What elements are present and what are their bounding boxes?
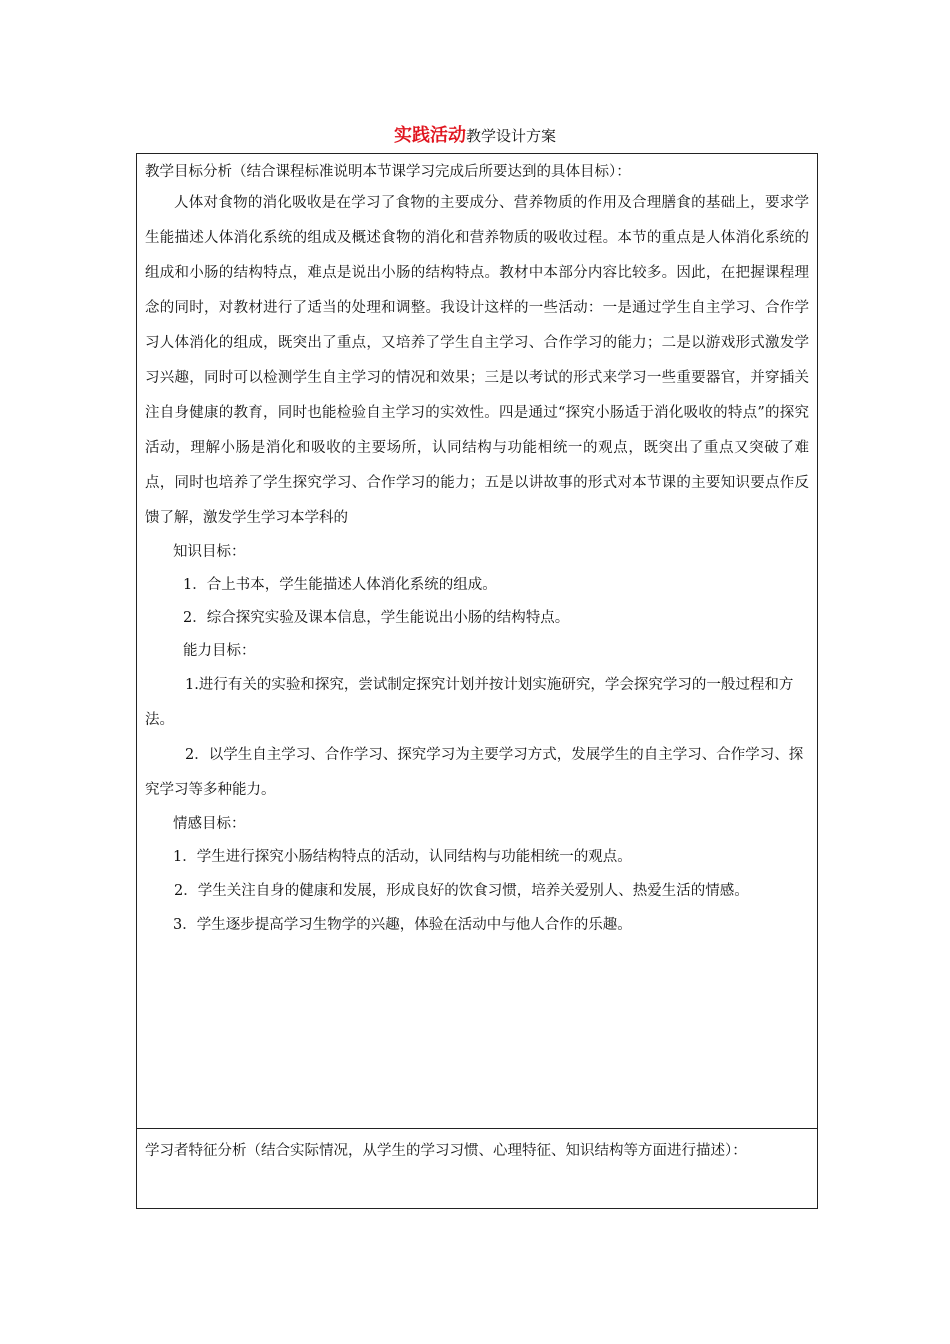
emotion-item-3: 3．学生逐步提高学习生物学的兴趣，体验在活动中与他人合作的乐趣。 bbox=[173, 917, 632, 933]
design-table bbox=[136, 153, 818, 1209]
title-rest: 教学设计方案 bbox=[465, 127, 556, 145]
ability-item-1: 1.进行有关的实验和探究，尝试制定探究计划并按计划实施研究，学会探究学习的一般过程和方法。 bbox=[145, 677, 794, 728]
knowledge-item-2: 2．综合探究实验及课本信息，学生能说出小肠的结构特点。 bbox=[183, 610, 570, 626]
objectives-intro: 人体对食物的消化吸收是在学习了食物的主要成分、营养物质的作用及合理膳食的基础上，要求学生能描述人体消化系统的组成及概述食物的消化和营养物质的吸收过程。本节的重点是人体消化系统的组成和小肠的结构特点，难点是说出小肠的结构特点。教材中本部分内容比较多。因此，在把握课程理念的同时，对教材进行了适当的处理和调整。我设计这样的一些活动：一是通过学生自主学习、合作学习人体消化的组成，既突出了重点，又培养了学生自主学习、合作学习的能力；二是以游戏形式激发学习兴趣，同时可以检测学生自主学习的情况和效果；三是以考试的形式来学习一些重要器官，并穿插关注自身健康的教育，同时也能检验自主学习的实效性。四是通过“探究小肠适于消化吸收的特点”的探究活动，理解小肠是消化和吸收的主要场所，认同结构与功能相统一的观点，既突出了重点又突破了难点，同时也培养了学生探究学习、合作学习的能力；五是以讲故事的形式对本节课的主要知识要点作反馈了解，激发学生学习本学科的 bbox=[145, 195, 809, 526]
ability-item-2: 2．以学生自主学习、合作学习、探究学习为主要学习方式，发展学生的自主学习、合作学习、探究学习等多种能力。 bbox=[145, 747, 804, 798]
emotion-item-1: 1．学生进行探究小肠结构特点的活动，认同结构与功能相统一的观点。 bbox=[173, 849, 632, 865]
document-title bbox=[0, 126, 950, 146]
learner-cell bbox=[137, 1129, 817, 1208]
emotion-title: 情感目标： bbox=[173, 816, 246, 832]
title-highlight: 实践活动 bbox=[393, 125, 466, 146]
emotion-item-2: 2．学生关注自身的健康和发展，形成良好的饮食习惯，培养关爱别人、热爱生活的情感。 bbox=[174, 883, 749, 899]
knowledge-title: 知识目标： bbox=[173, 544, 246, 560]
learner-heading: 学习者特征分析（结合实际情况，从学生的学习习惯、心理特征、知识结构等方面进行描述）： bbox=[145, 1143, 747, 1159]
knowledge-item-1: 1．合上书本，学生能描述人体消化系统的组成。 bbox=[183, 577, 497, 593]
ability-title: 能力目标： bbox=[183, 643, 256, 659]
objectives-heading: 教学目标分析（结合课程标准说明本节课学习完成后所要达到的具体目标）： bbox=[145, 164, 631, 180]
objectives-cell bbox=[137, 154, 817, 1129]
